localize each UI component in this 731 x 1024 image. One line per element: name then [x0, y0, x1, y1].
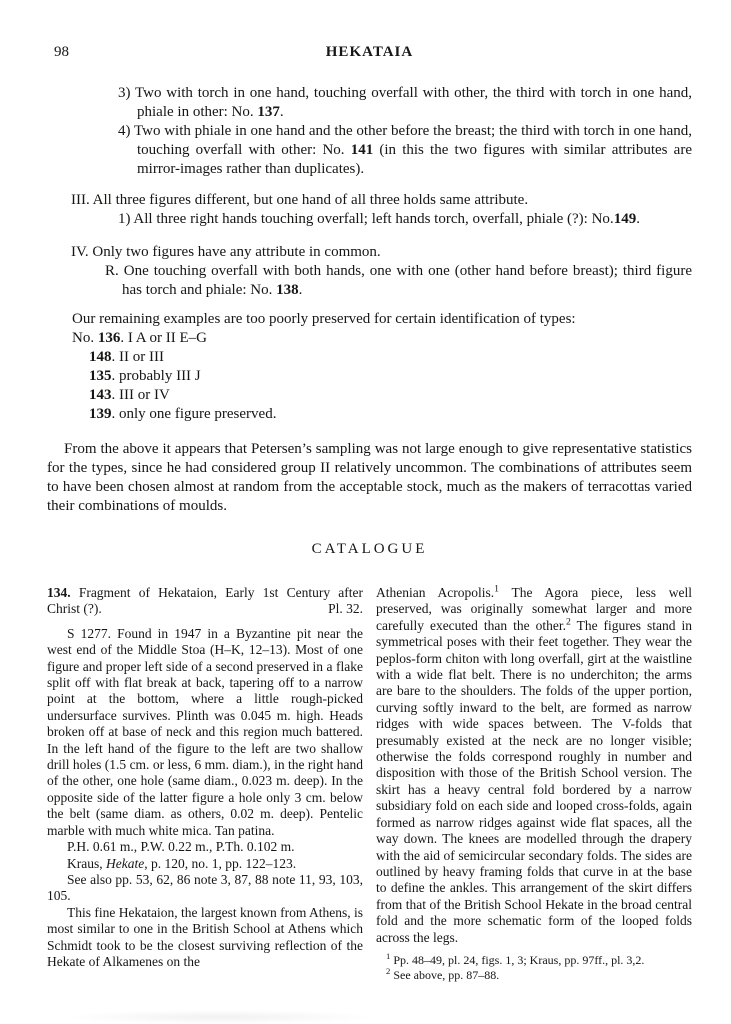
page-header — [47, 44, 692, 63]
section-iii-item-1: 1) All three right hands touching overfall; left hands torch, overfall, phiale (?): No.149. — [118, 211, 640, 227]
entry-title: 134. Fragment of Hekataion, Early 1st Century after Christ (?). — [47, 585, 363, 617]
footnote-1: $^1$ Pp. 48–49, pl. 24, figs. 1, 3; Kraus, pp. 97ff., pl. 3,2. — [386, 950, 645, 967]
typology-outline — [47, 84, 692, 424]
remaining-no-135: 135. probably III J — [89, 368, 201, 384]
remaining-no-148: 148. II or III — [89, 349, 164, 365]
entry-bibliography: Kraus, Hekate, p. 120, no. 1, pp. 122–123. — [67, 855, 297, 871]
entry-description: S 1277. Found in 1947 in a Byzantine pit near the west end of the Middle Stoa (H–K, 12–13). Most of one figure and proper left side of a second preserved in a flake split off with flat break at back, tapering off to a narrow point at the bottom, where a little rough-picked undersurface survives. Plinth was 0.045 m. high. Heads broken off at base of neck and this region much battered. In the left hand of the figure to the left are two shallow drill holes (1.5 cm. or less, 6 mm. diam.), in the right hand of the other, one hole (same diam., 0.023 m. deep). In the opposite side of the latter figure a hole only 3 cm. below the belt (same diam. as others, 0.02 m. deep). Pentelic marble with much white mica. Tan patina. — [47, 625, 363, 838]
plate-reference: Pl. 32. — [322, 601, 363, 617]
right-column — [376, 585, 692, 984]
summary-paragraph: From the above it appears that Petersen’s sampling was not large enough to give representative statistics for the types, since he had considered group II relatively uncommon. The combinations of attributes seem to have been chosen almost at random from the acceptable stock, much as the makers of terracottas varied their combinations of moulds. — [47, 441, 692, 514]
page-number: 98 — [54, 44, 69, 60]
entry-see-also: See also pp. 53, 62, 86 note 3, 87, 88 note 11, 93, 103, 105. — [47, 871, 363, 904]
section-iii-heading: III. All three figures different, but one hand of all three holds same attribute. — [71, 192, 529, 208]
running-head-title: HEKATAIA — [325, 44, 414, 60]
remaining-no-143: 143. III or IV — [89, 387, 170, 403]
outline-item-3: 3) Two with torch in one hand, touching overfall with other, the third with torch in one hand, phiale in other: No. 137. — [118, 85, 692, 120]
scan-shadow — [60, 1010, 380, 1024]
left-column — [47, 585, 363, 984]
catalogue-entry-134 — [47, 585, 692, 984]
remaining-no-139: 139. only one figure preserved. — [89, 406, 277, 422]
entry-heading — [47, 585, 363, 618]
entry-discussion-right: Athenian Acropolis.$^1$ The Agora piece, less well preserved, was originally somewhat larger and more carefully executed than the other.$^2$ The figures stand in symmetrical poses with their feet together. They wear the peplos-form chiton with long overfall, girt at the waistline with a wide flat belt. There is no underchiton; the arms are bare to the shoulders. The folds of the upper portion, curving softly inward to the belt, are formed as narrow ridges with wide spaces between. The V-folds that presumably existed at the neck are no longer visible; otherwise the folds correspond roughly in number and disposition with those of the British School version. The skirt has a heavy central fold bordered by a narrow subsidiary fold on each side and looped cross-folds, again formed as narrow ridges against wide flat spaces, all the way down. The knees are modelled through the drapery with the aid of semicircular secondary folds. The sides are outlined by heavy framing folds that curve in at the base to define the ankles. This arrangement of the skirt differs from that of the British School Hekate in the broad central fold and the more schematic form of the looped folds across the legs. — [376, 583, 693, 945]
catalogue-heading: CATALOGUE — [311, 541, 428, 557]
remaining-no-136: No. 136. I A or II E–G — [72, 330, 207, 346]
remaining-intro: Our remaining examples are too poorly preserved for certain identification of types: — [72, 311, 576, 327]
outline-item-4: 4) Two with phiale in one hand and the other before the breast; the third with torch in one hand, touching overfall with other: No. 141 (in this the two figures with similar attributes are mirror-images rather than duplicates). — [118, 123, 692, 177]
section-iv-heading: IV. Only two figures have any attribute in common. — [71, 244, 381, 260]
section-iv-item-r: R. One touching overfall with both hands, one with one (other hand before breast); third figure has torch and phiale: No. 138. — [105, 263, 692, 298]
footnotes — [376, 950, 692, 984]
footnote-2: $^2$ See above, pp. 87–88. — [386, 966, 500, 983]
entry-discussion-left: This fine Hekataion, the largest known from Athens, is most similar to one in the British School at Athens which Schmidt took to be the closest surviving reflection of the Hekate of Alkamenes on the — [47, 904, 363, 969]
entry-dimensions: P.H. 0.61 m., P.W. 0.22 m., P.Th. 0.102 m. — [67, 839, 295, 855]
